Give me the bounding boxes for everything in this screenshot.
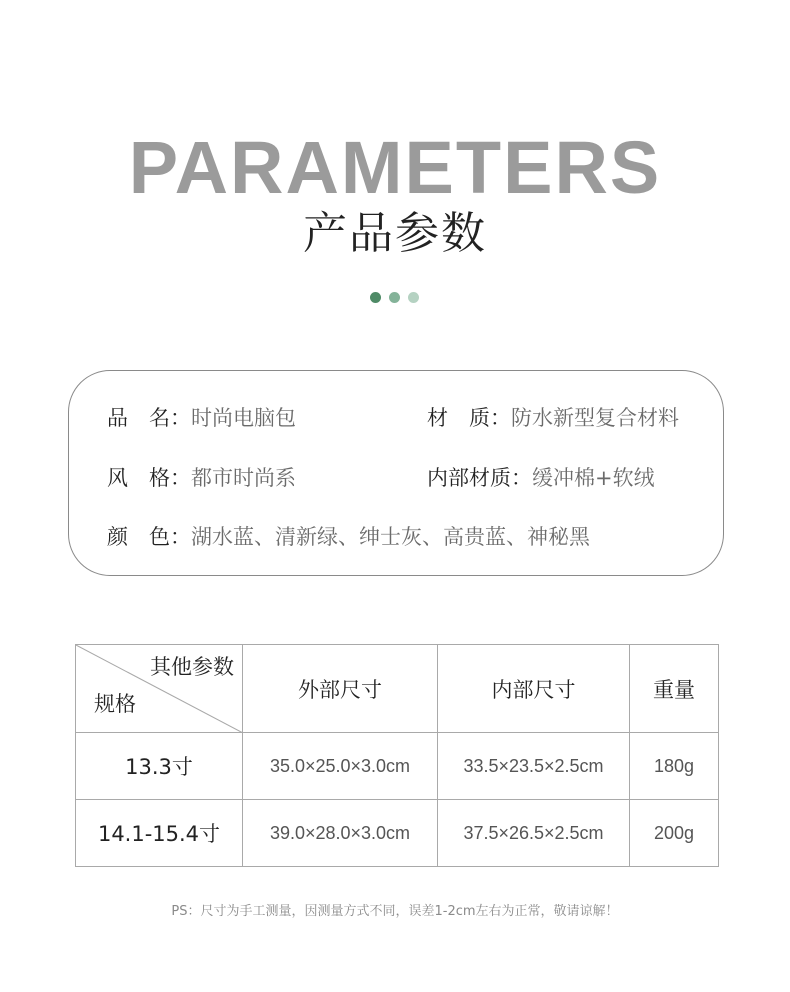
table-row xyxy=(76,733,719,800)
info-label: 品 名： xyxy=(107,406,191,430)
row-size: 14.1-15.4寸 xyxy=(76,800,243,867)
info-inner-material xyxy=(427,464,655,492)
info-material xyxy=(427,404,679,432)
table-header-row xyxy=(76,645,719,733)
info-value: 缓冲棉+软绒 xyxy=(532,466,655,490)
dot-dark xyxy=(370,292,381,303)
page-title-chinese: 产品参数 xyxy=(303,208,487,259)
dot-light xyxy=(408,292,419,303)
decorative-dots xyxy=(370,292,419,303)
info-value: 湖水蓝、清新绿、绅士灰、高贵蓝、神秘黑 xyxy=(191,525,590,549)
info-colors xyxy=(107,523,590,551)
row-inner: 37.5×26.5×2.5cm xyxy=(438,800,630,867)
row-outer: 35.0×25.0×3.0cm xyxy=(243,733,438,800)
info-label: 内部材质： xyxy=(427,466,532,490)
row-outer: 39.0×28.0×3.0cm xyxy=(243,800,438,867)
corner-header-cell xyxy=(76,645,243,733)
info-product-name xyxy=(107,404,296,432)
info-value: 时尚电脑包 xyxy=(191,406,296,430)
info-label: 风 格： xyxy=(107,466,191,490)
corner-bottom-label: 规格 xyxy=(94,692,136,716)
info-label: 材 质： xyxy=(427,406,511,430)
row-weight: 200g xyxy=(630,800,719,867)
info-value: 防水新型复合材料 xyxy=(511,406,679,430)
header-outer-size: 外部尺寸 xyxy=(243,645,438,733)
info-value: 都市时尚系 xyxy=(191,466,296,490)
size-spec-table xyxy=(75,644,719,867)
corner-top-label: 其他参数 xyxy=(150,655,234,679)
info-style xyxy=(107,464,296,492)
dot-medium xyxy=(389,292,400,303)
info-label: 颜 色： xyxy=(107,525,191,549)
measurement-note: PS：尺寸为手工测量，因测量方式不同，误差1-2cm左右为正常，敬请谅解！ xyxy=(171,904,619,919)
page-title-english: PARAMETERS xyxy=(128,126,662,209)
product-info-box xyxy=(68,370,724,576)
header-weight: 重量 xyxy=(630,645,719,733)
header-inner-size: 内部尺寸 xyxy=(438,645,630,733)
row-size: 13.3寸 xyxy=(76,733,243,800)
row-weight: 180g xyxy=(630,733,719,800)
table-row xyxy=(76,800,719,867)
row-inner: 33.5×23.5×2.5cm xyxy=(438,733,630,800)
